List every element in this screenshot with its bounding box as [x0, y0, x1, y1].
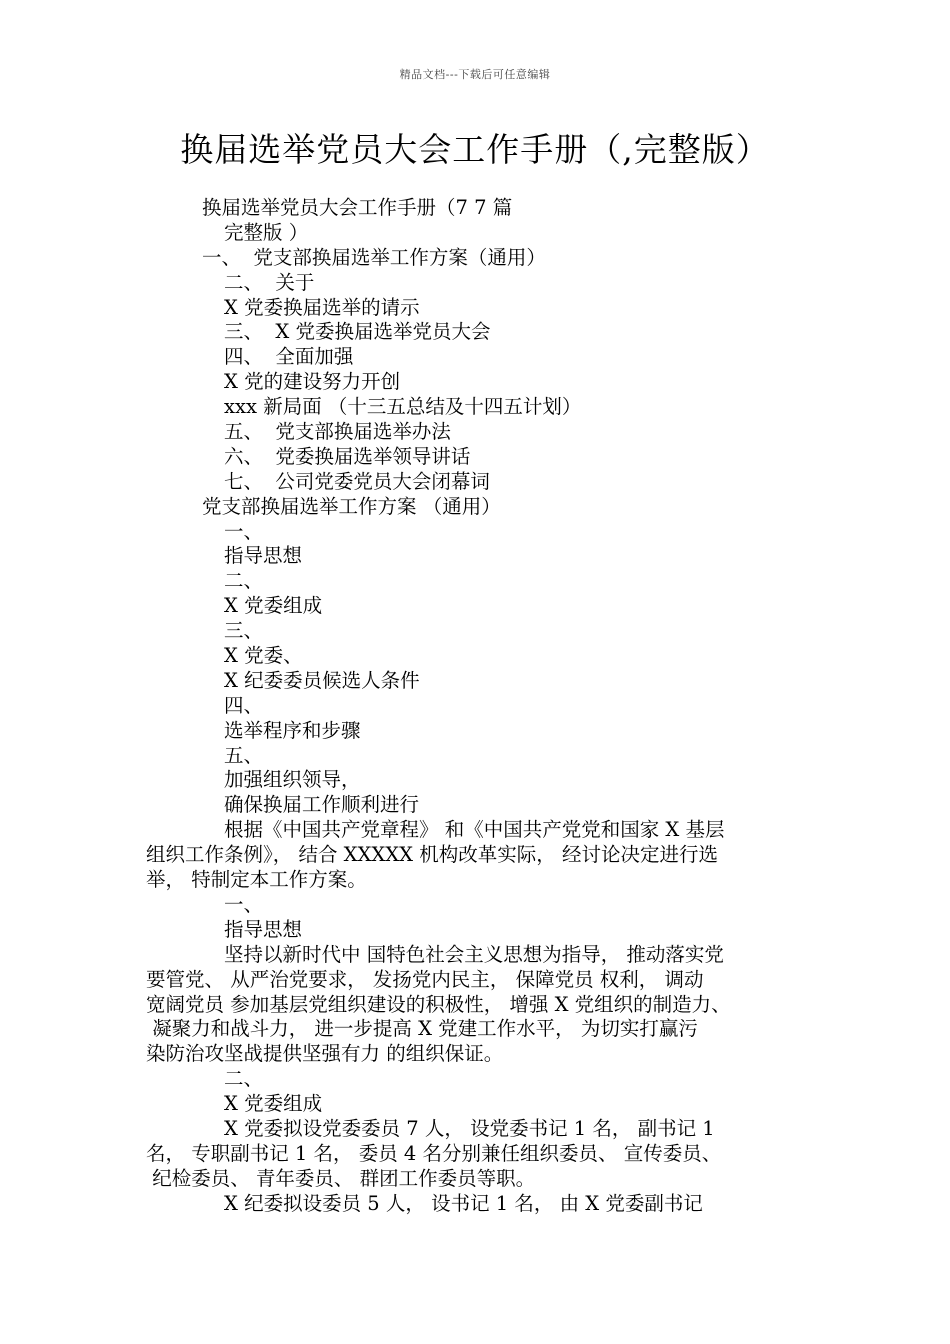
text-line: 四、 全面加强: [224, 345, 354, 369]
text-line: 党支部换届选举工作方案 （通用）: [202, 494, 501, 518]
text-line: 一、: [224, 519, 264, 543]
text-line: X 党委组成: [224, 1092, 323, 1116]
text-line: 举， 特制定本工作方案。: [146, 868, 367, 892]
text-line: 选举程序和步骤: [224, 718, 361, 742]
text-line: X 党委组成: [224, 594, 323, 618]
text-line: X 党委换届选举的请示: [224, 295, 420, 319]
text-line: 三、 X 党委换届选举党员大会: [224, 320, 491, 344]
text-line: 根据《中国共产党章程》 和《中国共产党党和国家 X 基层: [224, 818, 725, 842]
text-line: 指导思想: [224, 917, 303, 941]
text-line: 要管党、 从严治党要求， 发扬党内民主， 保障党员 权利， 调动: [146, 967, 704, 991]
text-line: 四、: [224, 693, 264, 717]
text-line: 换届选举党员大会工作手册（7 7 篇: [202, 196, 513, 219]
text-line: xxx 新局面 （十三五总结及十四五计划）: [224, 395, 582, 419]
text-line: X 党委拟设党委委员 7 人， 设党委书记 1 名， 副书记 1: [224, 1116, 715, 1140]
text-line: 坚持以新时代中 国特色社会主义思想为指导， 推动落实党: [224, 942, 724, 966]
text-line: 二、 关于: [224, 270, 315, 294]
text-line: 五、: [224, 743, 264, 767]
text-line: 二、: [224, 569, 264, 593]
document-title: 换届选举党员大会工作手册（,完整版）: [180, 130, 770, 169]
text-line: 完整版 ）: [224, 220, 309, 244]
text-line: 加强组织领导，: [224, 768, 361, 792]
text-line: 一、: [224, 892, 264, 916]
text-line: 名， 专职副书记 1 名， 委员 4 名分别兼任组织委员、 宣传委员、: [146, 1141, 722, 1165]
text-line: 七、 公司党委党员大会闭幕词: [224, 469, 490, 493]
text-line: X 纪委拟设委员 5 人， 设书记 1 名， 由 X 党委副书记: [224, 1191, 703, 1215]
text-line: 指导思想: [224, 544, 303, 568]
text-line: X 党的建设努力开创: [224, 370, 401, 394]
text-line: 纪检委员、 青年委员、 群团工作委员等职。: [146, 1166, 536, 1190]
text-line: X 纪委委员候选人条件: [224, 668, 420, 692]
text-line: 三、: [224, 619, 264, 643]
text-line: 一、 党支部换届选举工作方案（通用）: [202, 245, 546, 269]
text-line: 二、: [224, 1067, 264, 1091]
text-line: 组织工作条例》， 结合 XXXXX 机构改革实际， 经讨论决定进行选: [146, 843, 718, 867]
text-line: 五、 党支部换届选举办法: [224, 420, 451, 444]
text-line: X 党委、: [224, 644, 303, 668]
header-note: 精品文档---下载后可任意编辑: [399, 68, 551, 81]
text-line: 确保换届工作顺利进行: [224, 793, 420, 817]
text-line: 宽阔党员 参加基层党组织建设的积极性， 增强 X 党组织的制造力、: [146, 992, 731, 1016]
document-body: [146, 196, 826, 1217]
text-line: 凝聚力和战斗力， 进一步提高 X 党建工作水平， 为切实打赢污: [146, 1017, 698, 1041]
text-line: 六、 党委换届选举领导讲话: [224, 444, 471, 468]
text-line: 染防治攻坚战提供坚强有力 的组织保证。: [146, 1042, 504, 1066]
